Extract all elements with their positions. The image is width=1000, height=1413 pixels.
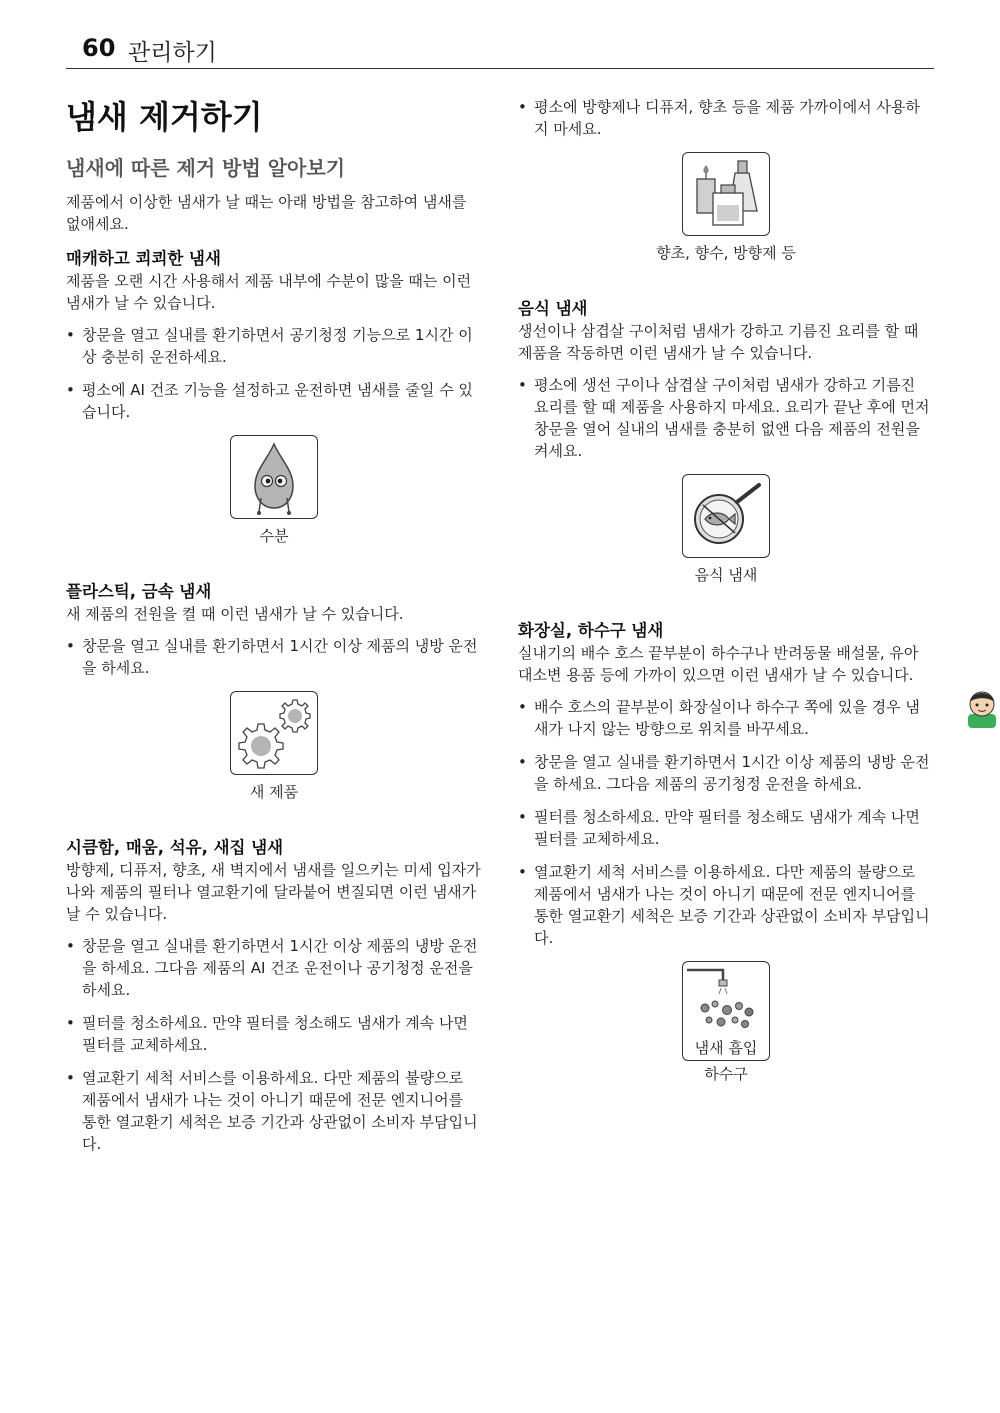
fragrance-figure [518,152,934,263]
list-item: • 창문을 열고 실내를 환기하면서 1시간 이상 제품의 냉방 운전을 하세요. 그다음 제품의 AI 건조 운전이나 공기청정 운전을 하세요. [66,935,482,1001]
sour-odor-desc: 방향제, 디퓨저, 향초, 새 벽지에서 냄새를 일으키는 미세 입자가 나와 제품의 필터나 열교환기에 달라붙어 변질되면 이런 냄새가 날 수 있습니다. [66,861,481,923]
food-odor-desc: 생선이나 삼겹살 구이처럼 냄새가 강하고 기름진 요리를 할 때 제품을 작동하면 이런 냄새가 날 수 있습니다. [518,322,919,362]
section-name: 관리하기 [128,40,217,66]
food-odor-list [518,374,934,462]
page-title: 냄새 제거하기 [66,98,263,136]
list-item: • 평소에 방향제나 디퓨저, 향초 등을 제품 가까이에서 사용하지 마세요. [518,96,934,140]
new-product-figure [66,691,482,802]
musty-odor-heading: 매캐하고 쾨쾨한 냄새 [66,249,221,268]
list-item: • 평소에 AI 건조 기능을 설정하고 운전하면 냄새를 줄일 수 있습니다. [66,379,482,423]
plastic-odor-list [66,635,482,679]
candle-perfume-bottles-icon [682,152,770,236]
sewer-odor-heading: 화장실, 하수구 냄새 [518,621,664,640]
list-item: • 필터를 청소하세요. 만약 필터를 청소해도 냄새가 계속 나면 필터를 교체하세요. [66,1012,482,1056]
gears-icon [230,691,318,775]
section-subtitle: 냄새에 따른 제거 방법 알아보기 [66,156,346,180]
list-item: • 창문을 열고 실내를 환기하면서 1시간 이상 제품의 냉방 운전을 하세요. 그다음 제품의 공기청정 운전을 하세요. [518,751,934,795]
musty-odor-list [66,324,482,423]
frying-pan-fish-icon [682,474,770,558]
sewer-caption-inner: 냄새 흡입 [694,1039,758,1057]
moisture-figure [66,435,482,546]
right-column [518,96,934,1092]
page-header [66,32,934,69]
plastic-odor-desc: 새 제품의 전원을 켤 때 이런 냄새가 날 수 있습니다. [66,605,404,623]
food-odor-heading: 음식 냄새 [518,299,588,318]
sewer-caption: 하수구 [704,1065,748,1083]
intro-text: 제품에서 이상한 냄새가 날 때는 아래 방법을 참고하여 냄새를 없애세요. [66,193,467,233]
list-item: • 열교환기 세척 서비스를 이용하세요. 다만 제품의 불량으로 제품에서 냄새가 나는 것이 아니기 때문에 전문 엔지니어를 통한 열교환기 세척은 보증 기간과 상관없이 소비자 부담입니다. [66,1067,482,1155]
food-caption: 음식 냄새 [694,566,758,584]
list-item: • 열교환기 세척 서비스를 이용하세요. 다만 제품의 불량으로 제품에서 냄새가 나는 것이 아니기 때문에 전문 엔지니어를 통한 열교환기 세척은 보증 기간과 상관없이 소비자 부담입니다. [518,861,934,949]
new-product-caption: 새 제품 [249,783,299,801]
sewer-odor-desc: 실내기의 배수 호스 끝부분이 하수구나 반려동물 배설물, 유아 대소변 용품 등에 가까이 있으면 이런 냄새가 날 수 있습니다. [518,644,919,684]
fragrance-caption: 향초, 향수, 방향제 등 [656,244,796,262]
list-item: • 창문을 열고 실내를 환기하면서 1시간 이상 제품의 냉방 운전을 하세요. [66,635,482,679]
sewer-figure [518,961,934,1084]
list-item: • 창문을 열고 실내를 환기하면서 공기청정 기능으로 1시간 이상 충분히 운전하세요. [66,324,482,368]
sour-odor-heading: 시큼함, 매움, 석유, 새집 냄새 [66,838,284,857]
water-drop-character-icon [230,435,318,519]
moisture-caption: 수분 [259,527,289,545]
plastic-odor-heading: 플라스틱, 금속 냄새 [66,582,212,601]
page-number: 60 [82,34,116,62]
musty-odor-desc: 제품을 오랜 시간 사용해서 제품 내부에 수분이 많을 때는 이런 냄새가 날 수 있습니다. [66,272,472,312]
sewer-odor-list [518,696,934,949]
sour-odor-list [66,935,482,1155]
food-figure [518,474,934,585]
list-item: • 평소에 생선 구이나 삼겹살 구이처럼 냄새가 강하고 기름진 요리를 할 때 제품을 사용하지 마세요. 요리가 끝난 후에 먼저 창문을 열어 실내의 냄새를 충분히 없앤 다음 제품의 전원을 켜세요. [518,374,934,462]
left-column [66,92,482,1166]
list-item: • 배수 호스의 끝부분이 화장실이나 하수구 쪽에 있을 경우 냄새가 나지 않는 방향으로 위치를 바꾸세요. [518,696,934,740]
assistant-avatar-icon[interactable] [964,688,1000,728]
fragrance-list [518,96,934,140]
drain-hose-sewer-icon [682,961,770,1061]
list-item: • 필터를 청소하세요. 만약 필터를 청소해도 냄새가 계속 나면 필터를 교체하세요. [518,806,934,850]
